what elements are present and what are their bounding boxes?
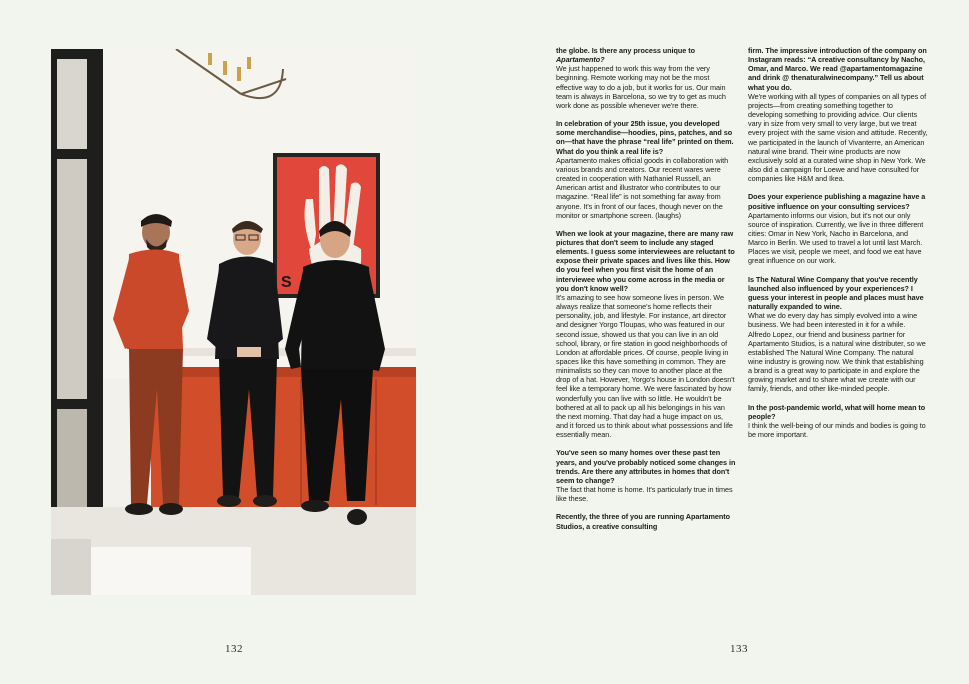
answer: What we do every day has simply evolved into a wine business. We had been interested in it for a while. Alfredo Lopez, our friend and business partner for Apartamento Studios, is a natural wine distributer, so we established The Natural Wine Company. The natural wine industry is growing now. We think that establishing a brand is a great way to participate in and explore the growing market and to share what we create with our family, friends, and other like-minded people.: [748, 311, 926, 394]
poster-letter: S: [281, 274, 292, 291]
qa-block: [748, 46, 928, 183]
question: In the post-pandemic world, what will home mean to people?: [748, 402, 926, 421]
question: You've seen so many homes over these past ten years, and you've probably noticed some changes in trends. Are there any attributes in homes that don't seem to change?: [556, 448, 736, 485]
answer: It's amazing to see how someone lives in person. We always realize that someone's home reflects their personality, job, and lifestyle. For instance, art director and designer Yorgo Tloupas, who was featured in our second issue, showed us that you can live in an old school, library, or fire station in good neighborhoods of London at affordable prices. Of course, people living in spaces like this have something in common. They are minimalists so they can move to another place at the drop of a hat. However, Yorgo's house in London doesn't feel like a temporary home. We were fascinated by how wonderfully you can live with so little. He wouldn't be bothered at all to pack up all his belongings in his van the next morning. That day had a huge impact on us, and it forced us to think about what possessions and life essentially mean.: [556, 292, 735, 440]
question: In celebration of your 25th issue, you developed some merchandise—hoodies, pins, patches, and so on—that have the phrase “real life” printed on them. What do you think a real life is?: [556, 119, 734, 156]
answer: We just happened to work this way from the very beginning. Remote working may not be the most effective way to do a job, but it works for us. Our main team is always in Barcelona, so we try to get as much work done as possible whenever we're there.: [556, 64, 726, 110]
answer: Apartamento makes official goods in collaboration with various brands and creators. Our recent wares were created in cooperation with Nathaniel Russell, an American artist and illustrator who contributes to our magazine. “Real life” is not something far away from anyone. It's in front of our faces, though never on the monitor or smartphone screen. (laughs): [556, 155, 729, 220]
text-column-right: [748, 46, 928, 448]
portrait-photo: [51, 49, 416, 595]
qa-block: [556, 119, 736, 220]
page-number-right: 133: [730, 643, 748, 655]
left-page: [0, 0, 484, 684]
qa-block: [556, 448, 736, 503]
qa-block: [748, 275, 928, 394]
page-number-left: 132: [225, 643, 243, 655]
answer: I think the well-being of our minds and bodies is going to be more important.: [748, 420, 926, 440]
answer: Apartamento informs our vision, but it's not our only source of inspiration. Currently, we live in three different cities: Omar in New York, Nacho in Barcelona, and Marco in Berlin. We used to travel a lot until last March. Places we visit, people we meet, and food we eat have great influence on our work.: [748, 210, 924, 266]
question: the globe. Is there any process unique to Apartamento?: [556, 46, 695, 65]
answer: We're working with all types of companies on all types of projects—from creating something together to developing something to providing advice. Our clients vary in size from very small to very large, but we treat every project with the same vision and attitude. Recently, we participated in the launch of Vivanterre, an American natural wine brand. Their wine products are now exclusively sold at a curated wine shop in New York. We also did a campaign for Loewe and have consulted for companies like H&M and Ikea.: [748, 91, 928, 184]
question: firm. The impressive introduction of the company on Instagram reads: “A creative consultancy by Nacho, Omar, and Marco. We read @apartamentomagazine and drink @ thenaturalwinecompany.” Tell us about what you do.: [748, 46, 927, 92]
qa-block: [748, 192, 928, 265]
question: Recently, the three of you are running Apartamento Studios, a creative consulting: [556, 512, 730, 531]
qa-block: [556, 512, 736, 530]
question: When we look at your magazine, there are many raw pictures that don't seem to include any staged elements. I guess some interviewees are reluctant to expose their private spaces and lives like this. How do you feel when you first visit the home of an interviewee who you come across in the media or you don't know well?: [556, 228, 735, 293]
qa-block: [556, 229, 736, 440]
text-column-left: [556, 46, 736, 540]
right-page: [484, 0, 969, 684]
question: Does your experience publishing a magazine have a positive influence on your consulting services?: [748, 192, 926, 211]
answer: The fact that home is home. It's particularly true in times like these.: [556, 485, 733, 504]
qa-block: [556, 46, 736, 110]
question: Is The Natural Wine Company that you've recently launched also influenced by your experiences? I guess your interest in people and places must have naturally expanded to wine.: [748, 274, 924, 312]
qa-block: [748, 403, 928, 440]
